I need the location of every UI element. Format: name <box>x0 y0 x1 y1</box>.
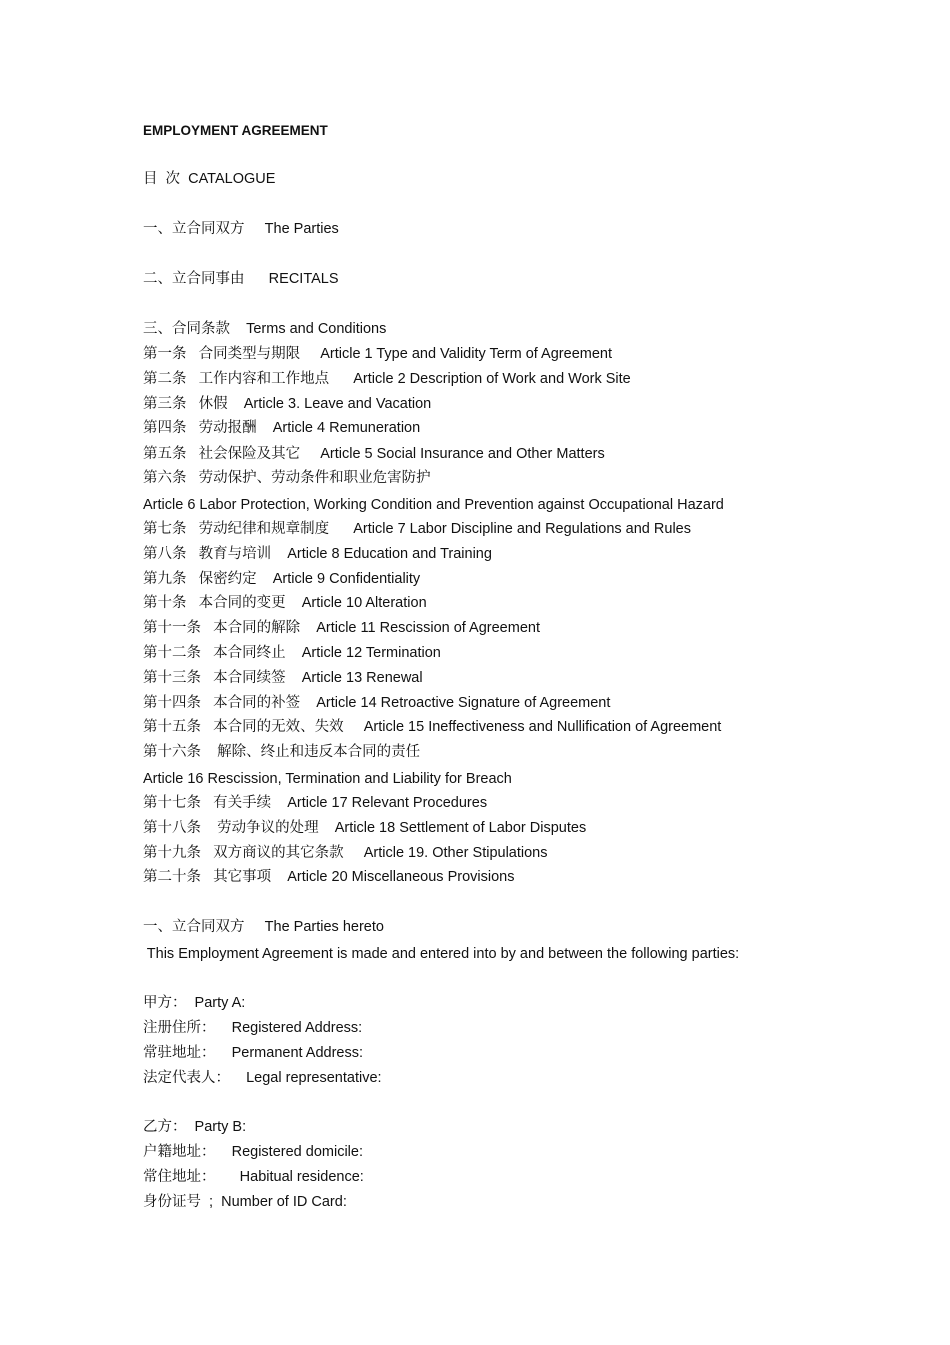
party-a-registered-address: 注册住所： Registered Address: <box>143 1020 363 1036</box>
article-14: 第十四条 本合同的补签 Article 14 Retroactive Signature of Agreement <box>143 695 611 711</box>
article-5: 第五条 社会保险及其它 Article 5 Social Insurance and Other Matters <box>143 446 605 462</box>
catalogue-heading: 目 次 CATALOGUE <box>143 171 276 187</box>
article-15: 第十五条 本合同的无效、失效 Article 15 Ineffectiveness and Nullification of Agreement <box>143 719 722 735</box>
party-b-id-card: 身份证号 ; Number of ID Card: <box>143 1194 347 1210</box>
article-13: 第十三条 本合同续签 Article 13 Renewal <box>143 670 423 686</box>
party-a-legal-representative: 法定代表人： Legal representative: <box>143 1070 382 1086</box>
parties-heading: 一、立合同双方 The Parties hereto <box>143 919 384 935</box>
section-recitals: 二、立合同事由 RECITALS <box>143 271 339 287</box>
party-b-registered-domicile: 户籍地址： Registered domicile: <box>143 1144 363 1160</box>
article-16-en: Article 16 Rescission, Termination and Liability for Breach <box>143 771 512 787</box>
party-a-permanent-address: 常驻地址： Permanent Address: <box>143 1045 363 1061</box>
document-title: EMPLOYMENT AGREEMENT <box>143 123 328 138</box>
article-7: 第七条 劳动纪律和规章制度 Article 7 Labor Discipline and Regulations and Rules <box>143 521 691 537</box>
party-b-habitual-residence: 常住地址： Habitual residence: <box>143 1169 364 1185</box>
article-20: 第二十条 其它事项 Article 20 Miscellaneous Provisions <box>143 869 515 885</box>
article-18: 第十八条 劳动争议的处理 Article 18 Settlement of Labor Disputes <box>143 820 587 836</box>
section-parties: 一、立合同双方 The Parties <box>143 221 339 237</box>
article-1: 第一条 合同类型与期限 Article 1 Type and Validity Term of Agreement <box>143 346 612 362</box>
article-6-zh: 第六条 劳动保护、劳动条件和职业危害防护 <box>143 470 431 486</box>
article-19: 第十九条 双方商议的其它条款 Article 19. Other Stipulations <box>143 845 548 861</box>
section-terms: 三、合同条款 Terms and Conditions <box>143 321 387 337</box>
article-17: 第十七条 有关手续 Article 17 Relevant Procedures <box>143 795 488 811</box>
article-11: 第十一条 本合同的解除 Article 11 Rescission of Agreement <box>143 620 540 636</box>
article-6-en: Article 6 Labor Protection, Working Condition and Prevention against Occupational Hazard <box>143 497 724 513</box>
article-9: 第九条 保密约定 Article 9 Confidentiality <box>143 571 421 587</box>
party-a-label: 甲方： Party A: <box>143 995 246 1011</box>
article-3: 第三条 休假 Article 3. Leave and Vacation <box>143 396 432 412</box>
article-16-zh: 第十六条 解除、终止和违反本合同的责任 <box>143 744 421 760</box>
article-8: 第八条 教育与培训 Article 8 Education and Training <box>143 546 492 562</box>
article-10: 第十条 本合同的变更 Article 10 Alteration <box>143 595 427 611</box>
article-4: 第四条 劳动报酬 Article 4 Remuneration <box>143 420 421 436</box>
party-b-label: 乙方： Party B: <box>143 1119 247 1135</box>
article-12: 第十二条 本合同终止 Article 12 Termination <box>143 645 441 661</box>
intro-paragraph: This Employment Agreement is made and entered into by and between the following parties: <box>143 946 740 962</box>
article-2: 第二条 工作内容和工作地点 Article 2 Description of Work and Work Site <box>143 371 631 387</box>
